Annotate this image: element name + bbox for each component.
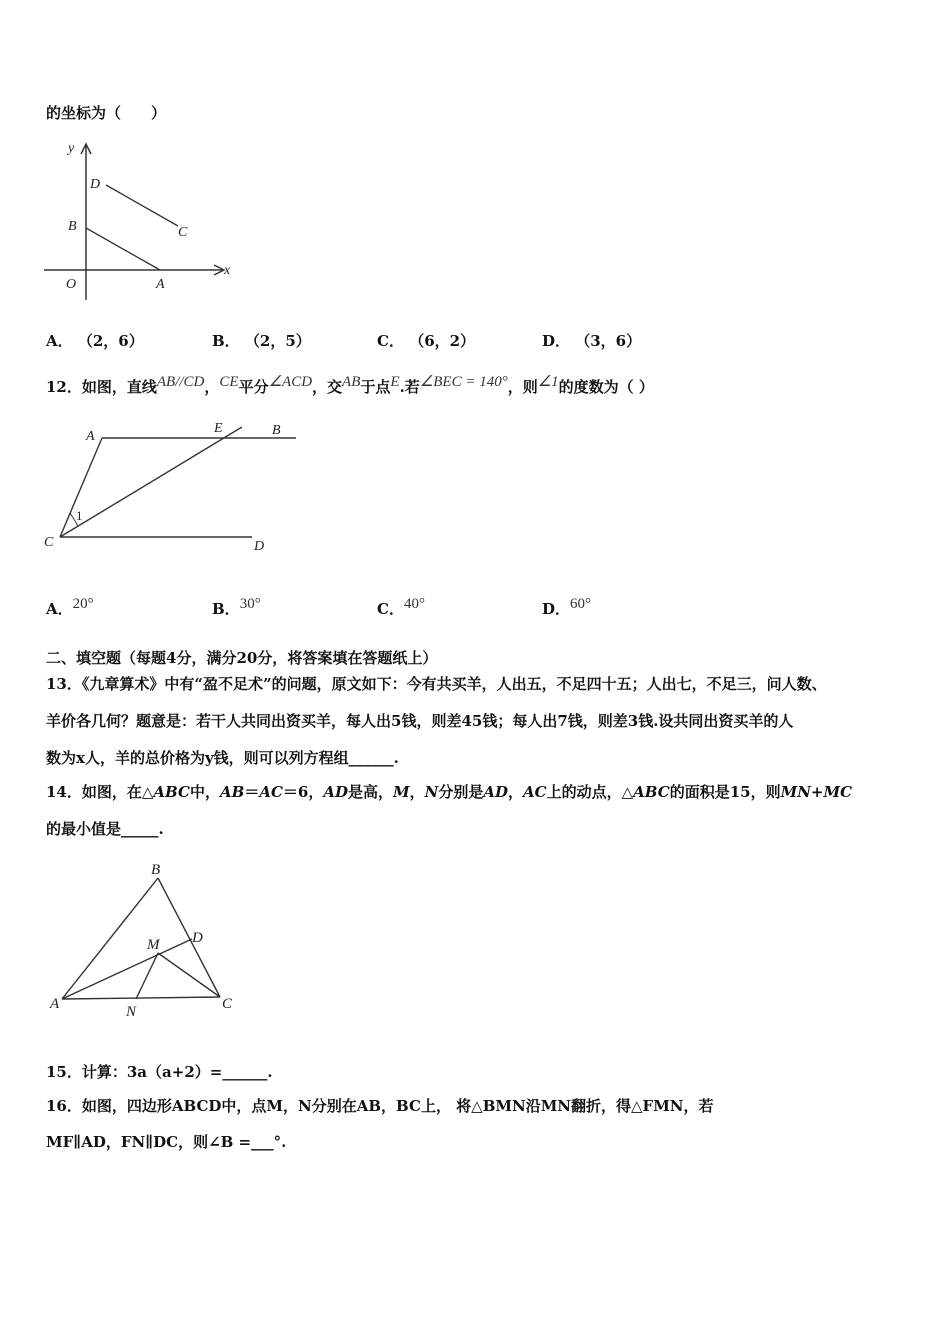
label-e: E [214, 421, 223, 436]
q15-line: 15．计算：3a（a+2）=______. [46, 1063, 273, 1081]
label-b: B [151, 862, 161, 878]
q13-line-2: 羊价各几何？题意是：若干人共同出资买羊，每人出5钱，则差45钱；每人出7钱，则差3钱.设共同出资买羊的人 [46, 712, 794, 730]
q11-option-d[interactable]: D． （3，6） [542, 332, 642, 350]
side-ac [62, 997, 220, 999]
segment-mc [158, 953, 220, 997]
label-b: B [68, 219, 77, 234]
q12-option-a[interactable]: A．20° [46, 596, 94, 618]
label-a: A [50, 996, 60, 1012]
q12-option-c[interactable]: C．40° [377, 596, 425, 618]
side-bc [158, 878, 220, 997]
label-d: D [90, 177, 101, 192]
q12-stem: 12．如图，直线AB//CD，CE平分∠ACD，交AB于点E.若∠BEC = 140°，则∠1的度数为（ ） [46, 374, 654, 396]
q11-stem: 的坐标为（ ） [46, 104, 167, 122]
label-a: A [86, 429, 95, 444]
q16-line-1: 16．如图，四边形ABCD中，点M，N分别在AB，BC上， 将△BMN沿MN翻折，得△FMN，若 [46, 1097, 714, 1115]
label-c: C [222, 996, 233, 1012]
label-b: B [272, 423, 281, 438]
q13-line-3: 数为x人，羊的总价格为y钱，则可以列方程组______. [46, 749, 399, 767]
q11-figure [40, 136, 240, 306]
label-n: N [126, 1004, 137, 1020]
q14-line-2: 的最小值是_____. [46, 820, 164, 838]
q14-figure [40, 856, 250, 1026]
label-angle-1: 1 [76, 508, 83, 523]
section-heading: 二、填空题（每题4分，满分20分，将答案填在答题纸上） [46, 649, 438, 667]
q11-option-c[interactable]: C． （6，2） [377, 332, 476, 350]
label-x: x [224, 263, 231, 278]
q13-line-1: 13．《九章算术》中有“盈不足术”的问题，原文如下：今有共买羊，人出五，不足四十五；人出七，不足三，问人数、 [46, 675, 827, 693]
segment-dc [106, 185, 178, 226]
label-o: O [66, 277, 77, 292]
segment-ad [62, 939, 192, 999]
label-d: D [192, 930, 203, 946]
label-c: C [178, 225, 188, 240]
q12-figure [40, 416, 310, 566]
label-c: C [44, 535, 54, 550]
q12-option-d[interactable]: D．60° [542, 596, 592, 618]
q11-option-a[interactable]: A． （2，6） [46, 332, 144, 350]
q16-line-2: MF∥AD，FN∥DC，则∠B =___°. [46, 1133, 287, 1151]
label-d: D [254, 539, 265, 554]
label-a: A [156, 277, 165, 292]
label-y: y [68, 141, 75, 156]
segment-ba [86, 228, 160, 270]
side-ab [62, 878, 158, 999]
label-m: M [147, 937, 160, 953]
q14-line-1: 14．如图，在△ABC中，AB＝AC＝6，AD是高，M，N分别是AD，AC上的动点，△ABC的面积是15，则MN+MC [46, 783, 853, 801]
q11-option-b[interactable]: B． （2，5） [212, 332, 311, 350]
q12-option-b[interactable]: B．30° [212, 596, 261, 618]
